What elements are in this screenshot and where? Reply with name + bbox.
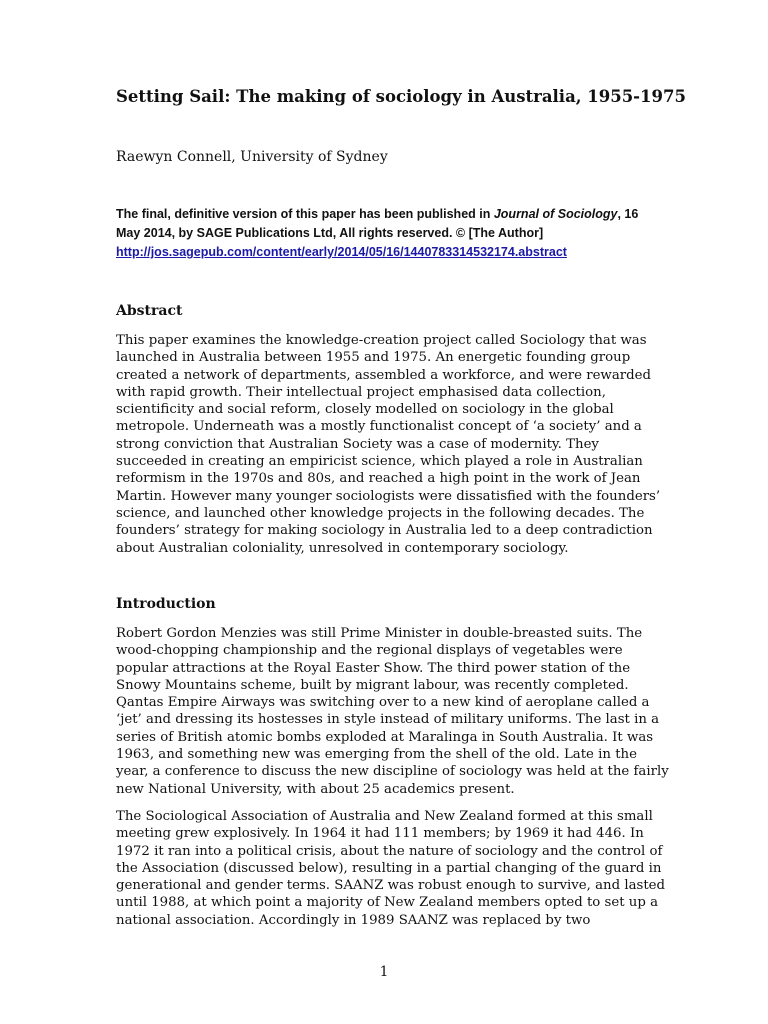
publication-note-line-3 [116,243,656,262]
text-line: national association. Accordingly in 1989 SAANZ was replaced by two [116,912,591,928]
text-line: series of British atomic bombs exploded at Maralinga in South Australia. It was [116,729,654,745]
text-line: wood-chopping championship and the regional displays of vegetables were [116,643,623,659]
text-line: until 1988, at which point a majority of New Zealand members opted to set up a [116,895,659,911]
text-line: with rapid growth. Their intellectual project emphasised data collection, [116,384,606,400]
publication-note-text: The final, definitive version of this paper has been published in [116,207,494,221]
introduction-heading: Introduction [116,596,216,612]
text-line: new National University, with about 25 academics present. [116,781,515,797]
text-line: Robert Gordon Menzies was still Prime Minister in double-breasted suits. The [116,626,643,641]
text-line: popular attractions at the Royal Easter Show. The third power station of the [116,660,631,676]
text-line: meeting grew explosively. In 1964 it had 111 members; by 1969 it had 446. In [116,826,644,842]
journal-name: Journal of Sociology [493,207,618,221]
text-line: Snowy Mountains scheme, built by migrant labour, was recently completed. [116,677,629,693]
page-number: 1 [379,964,389,980]
text-line: launched in Australia between 1955 and 1975. An energetic founding group [116,350,631,366]
text-line: This paper examines the knowledge-creation project called Sociology that was [116,333,647,348]
text-line: 1963, and something new was emerging from the shell of the old. Late in the [116,747,637,763]
author-line: Raewyn Connell, University of Sydney [116,149,388,165]
text-line: the Association (discussed below), resulting in a partial changing of the guard in [116,860,662,876]
text-line: Martin. However many younger sociologists were dissatisfied with the founders’ [116,488,661,504]
abstract-paragraph [116,332,661,557]
text-line: science, and launched other knowledge projects in the following decades. The [116,505,645,521]
publication-note-line-1 [116,205,656,224]
publication-note [116,205,656,262]
text-line: founders’ strategy for making sociology in Australia led to a deep contradiction [116,523,653,539]
text-line: reformism in the 1970s and 80s, and reached a high point in the work of Jean [116,471,641,487]
text-line: created a network of departments, assembled a workforce, and were rewarded [116,367,651,383]
abstract-heading: Abstract [116,303,183,319]
text-line: ‘jet’ and dressing its hostesses in style instead of military uniforms. The last in a [116,712,660,728]
text-line: year, a conference to discuss the new discipline of sociology was held at the fairly [116,764,669,780]
introduction-paragraph-2 [116,808,666,929]
paper-title: Setting Sail: The making of sociology in Australia, 1955-1975 [116,87,686,106]
text-line: about Australian coloniality, unresolved in contemporary sociology. [116,540,569,556]
publication-note-line-2: May 2014, by SAGE Publications Ltd, All rights reserved. © [The Author] [116,226,544,240]
text-line: The Sociological Association of Australia and New Zealand formed at this small [116,809,653,824]
article-link[interactable]: http://jos.sagepub.com/content/early/2014/05/16/1440783314532174.abstract [116,245,567,259]
text-line: metropole. Underneath was a mostly functionalist concept of ‘a society’ and a [116,419,642,435]
text-line: Qantas Empire Airways was switching over to a new kind of aeroplane called a [116,695,650,711]
text-line: scientificity and social reform, closely modelled on sociology in the global [116,402,614,418]
text-line: 1972 it ran into a political crisis, about the nature of sociology and the control of [116,843,663,859]
introduction-paragraph-1 [116,625,669,798]
text-line: generational and gender terms. SAANZ was robust enough to survive, and lasted [116,878,666,894]
publication-note-date: , 16 [617,207,639,221]
text-line: strong conviction that Australian Society was a case of modernity. They [116,436,599,452]
text-line: succeeded in creating an empiricist science, which played a role in Australian [116,454,643,470]
